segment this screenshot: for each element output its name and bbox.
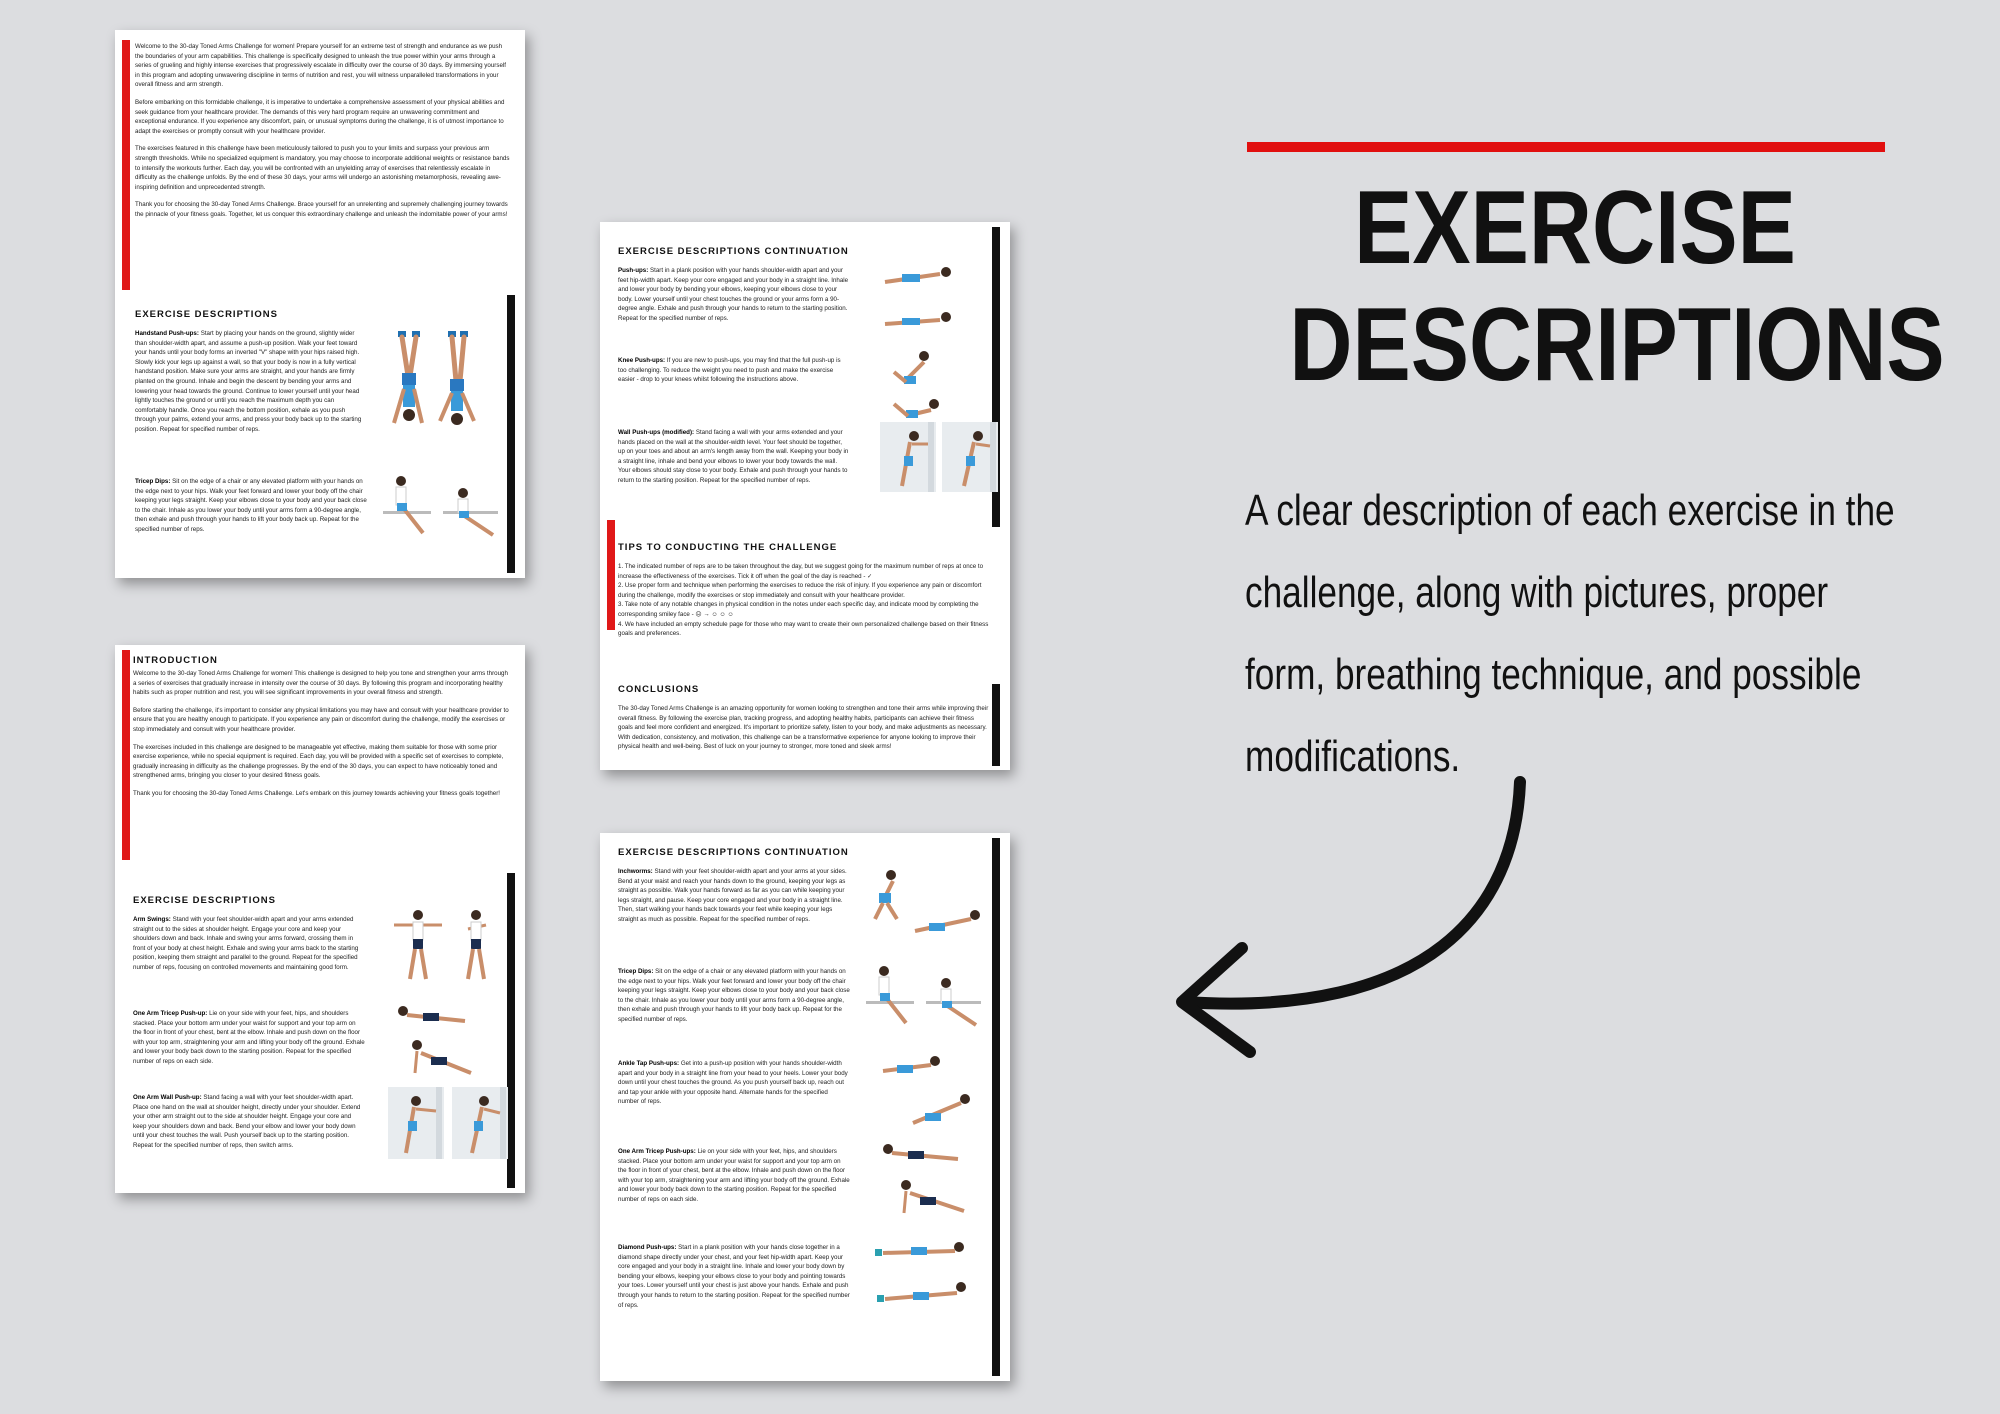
exercise-entry	[133, 1009, 511, 1093]
tip-item: 2. Use proper form and technique when performing the exercises to reduce the risk of injury. If you experience any pain or discomfort during the challenge, modify the exercises or stop immediately and consult with your healthcare provider.	[618, 582, 982, 599]
inchworms-illustration	[863, 863, 983, 943]
exercise-text: Get into a push-up position with your hands shoulder-width apart and your body in a straight line from your head to your heels. Lower your body down until your chest touches the ground. As you push yourself back up, reach out and tap your ankle with your opposite hand. Alternate hands for the specified number of reps.	[618, 1060, 848, 1106]
page-preview-1	[115, 30, 525, 578]
arm-swings-illustration	[388, 907, 508, 987]
intro-text-block	[135, 42, 510, 228]
exercise-entry	[618, 967, 993, 1059]
intro-paragraph: Thank you for choosing the 30-day Toned Arms Challenge. Let's embark on this journey towards achieving your fitness goals together!	[133, 789, 501, 797]
intro-section	[133, 655, 511, 807]
section-heading: EXERCISE DESCRIPTIONS	[133, 895, 276, 906]
exercise-text: Stand facing a wall with your arms extended and your hands placed on the wall at the shoulder-width level. Your feet should be together, up on your toes and about an arm's length away from the wall. Keeping your body in a straight line, inhale and bend your elbows to lower your body towards the wall. Your elbows should stay close to your body. Exhale and push through your hands to return to the starting position. Repeat for the specified number of reps.	[618, 429, 849, 484]
exercise-name: Handstand Push-ups:	[135, 330, 199, 337]
black-accent-bar	[992, 838, 1000, 1376]
tips-heading: TIPS TO CONDUCTING THE CHALLENGE	[618, 542, 838, 553]
exercise-entry	[618, 356, 993, 428]
section-heading: EXERCISE DESCRIPTIONS CONTINUATION	[618, 847, 849, 858]
exercise-name: Arm Swings:	[133, 916, 171, 923]
exercise-name: Knee Push-ups:	[618, 357, 666, 364]
one-arm-wall-pushup-illustration	[388, 1087, 510, 1159]
intro-paragraph: Before embarking on this formidable challenge, it is imperative to undertake a comprehensive assessment of your physical abilities and seek guidance from your healthcare provider. The demands of this very hard program require an unwavering commitment and exceptional endurance. If you experience any discomfort, pain, or unusual symptoms during the challenge, it is of utmost importance to adapt the exercises or promptly consult with your healthcare provider.	[135, 98, 505, 135]
conclusions-section	[618, 684, 990, 760]
page-preview-2	[600, 222, 1010, 770]
intro-paragraph: The exercises included in this challenge are designed to be manageable yet effective, making them suitable for those with some prior exercise experience, while no special equipment is required. Each day, you will be provided with a specific set of exercises to complete, gradually increasing in difficulty as the challenge progresses. By the end of the 30 days, you can expect to have noticeably toned and strengthened arms, bringing you closer to your desired fitness goals.	[133, 743, 504, 780]
tips-section	[618, 542, 996, 639]
exercise-name: Tricep Dips:	[135, 478, 171, 485]
handstand-illustration	[380, 331, 500, 441]
ankle-tap-pushup-illustration	[873, 1053, 973, 1133]
intro-paragraph: Welcome to the 30-day Toned Arms Challenge for women! This challenge is designed to help you tone and strengthen your arms through a series of exercises that gradually increase in intensity over the course of 30 days. By following this program and incorporating healthy habits such as proper nutrition and rest, you will see significant improvements in your overall fitness and strength.	[133, 670, 508, 697]
exercise-entry	[618, 1147, 993, 1243]
diamond-pushup-illustration	[873, 1237, 973, 1317]
exercise-entry	[133, 1093, 511, 1173]
exercise-text: If you are new to push-ups, you may find that the full push-up is too challenging. To reduce the weight you need to push and make the exercise easier - drop to your knees whilst following the instructions above.	[618, 357, 841, 384]
page-preview-4	[600, 833, 1010, 1381]
exercise-text: Sit on the edge of a chair or any elevated platform with your hands on the edge next to your hips. Walk your feet forward and lower your body off the chair keeping your legs straight. Keep your elbows close to your body and your back close to the chair. Inhale as you lower your body until your arms form a 90-degree angle, then exhale and push through your hands to lift your body back up. Repeat for the specified number of reps.	[618, 968, 850, 1023]
tricep-dips-illustration	[383, 473, 503, 543]
exercise-entry	[133, 915, 511, 1009]
description-caption: A clear description of each exercise in the challenge, along with pictures, proper form, breathing technique, and possible modifications.	[1245, 486, 1895, 781]
curved-arrow-icon	[1170, 770, 1550, 1070]
exercise-text: Stand with your feet shoulder-width apart and your arms at your sides. Bend at your waist and reach your hands down to the ground, keeping your legs as straight as possible. Walk your hands forward as far as you can while keeping your legs straight, and pause. Keep your core engaged and your body in a straight line. Then, start walking your hands back towards your feet while keeping your legs straight as much as possible. Repeat for the specified number of reps.	[618, 868, 847, 923]
exercise-entry	[618, 867, 993, 967]
exercise-text: Sit on the edge of a chair or any elevated platform with your hands on the edge next to your hips. Walk your feet forward and lower your body off the chair keeping your legs straight. Keep your elbows close to your body and your back close to the chair. Inhale as you lower your body until your arms form a 90-degree angle, then exhale and push through your hands to lift your body back up. Repeat for the specified number of reps.	[135, 478, 367, 533]
pushup-illustration	[880, 262, 960, 334]
exercise-entry	[618, 428, 993, 508]
intro-paragraph: The exercises featured in this challenge have been meticulously tailored to push you to your limits and surpass your previous arm strength thresholds. While no specialized equipment is mandatory, you may choose to incorporate additional weights or resistance bands to intensify the workouts further. Each day, you will be confronted with an unyielding array of exercises that relentlessly escalate in difficulty as the challenge unfolds. By the end of these 30 days, your arms will undergo an astonishing metamorphosis, revealing awe-inspiring definition and unprecedented strength.	[135, 145, 510, 191]
page-title	[1289, 170, 1945, 404]
exercise-name: Diamond Push-ups:	[618, 1244, 677, 1251]
one-arm-tricep-pushup-illustration	[395, 1003, 475, 1081]
exercise-name: Wall Push-ups (modified):	[618, 429, 695, 436]
exercise-name: Ankle Tap Push-ups:	[618, 1060, 680, 1067]
exercise-entry	[135, 329, 510, 477]
title-line: DESCRIPTIONS	[1289, 287, 1945, 403]
red-accent-bar	[122, 650, 130, 860]
exercise-text: Stand facing a wall with your feet shoulder-width apart. Place one hand on the wall at shoulder height, directly under your shoulder. Extend your other arm straight out to the side at shoulder height. Engage your core and keep your shoulders down and back. Bend your elbow and lower your body down until your chest touches the wall. Push yourself back up to the starting position. Repeat for the specified number of reps, then switch arms.	[133, 1094, 361, 1149]
exercise-name: Tricep Dips:	[618, 968, 654, 975]
intro-heading: INTRODUCTION	[133, 655, 218, 666]
red-accent-bar	[122, 40, 130, 290]
exercise-name: One Arm Tricep Push-up:	[133, 1010, 208, 1017]
wall-pushup-illustration	[880, 422, 1000, 494]
intro-paragraph: Welcome to the 30-day Toned Arms Challenge for women! Prepare yourself for an extreme test of strength and endurance as we push the boundaries of your arm capabilities. This challenge is specifically designed to unleash the true power within your arms through a series of grueling and highly intense exercises that progressively escalate in difficulty over the course of 30 days. By immersing yourself in this program and adopting unwavering discipline in terms of nutrition and rest, you will witness unparalleled transformations in your overall fitness and arm strength.	[135, 43, 506, 89]
tip-item: 1. The indicated number of reps are to be taken throughout the day, but we suggest going for the maximum number of reps at once to increase the effectiveness of the exercises. Tick it off when the goal of the day is reached - ✓	[618, 563, 984, 580]
exercise-entry	[618, 1059, 993, 1147]
exercise-text: Start by placing your hands on the ground, slightly wider than shoulder-width apart, and assume a push-up position. Walk your feet toward your hands until your body forms an inverted "V" shape with your hips raised high. Slowly kick your legs up against a wall, so that your body is now in a fully vertical handstand position. Make sure your arms are straight, and your hands are firmly planted on the ground. Inhale and begin the descent by bending your arms and lowering your head towards the ground. Continue to lower yourself until your head lightly touches the ground or until you reach the maximum depth you can comfortably handle. Once you reach the bottom position, exhale as you push through your palms, extend your arms, and press your body back up to the starting position. Repeat for specified number of reps.	[135, 330, 362, 433]
title-accent-line	[1247, 142, 1885, 152]
exercise-text: Lie on your side with your feet, hips, and shoulders stacked. Place your bottom arm under your waist for support and your top arm on the floor in front of your chest, bent at the elbow. Inhale and push down on the floor with your top arm, straightening your arm and lifting your body off the ground. Exhale and lower your body back down to the starting position. Repeat for the specified number of reps on each side.	[618, 1148, 850, 1203]
conclusions-heading: CONCLUSIONS	[618, 684, 700, 695]
section-heading: EXERCISE DESCRIPTIONS	[135, 309, 278, 320]
title-line: EXERCISE	[1354, 170, 1796, 286]
exercise-name: One Arm Wall Push-up:	[133, 1094, 202, 1101]
exercise-text: Stand with your feet shoulder-width apart and your arms extended straight out to the sides at shoulder height. Engage your core and keep your shoulders down and back. Inhale and swing your arms forward, crossing them in front of your body at chest height. Exhale and swing your arms back to the starting position, keeping them straight and parallel to the ground. Repeat for the specified number of reps, focusing on controlled movements and maintaining good form.	[133, 916, 359, 971]
knee-pushup-illustration	[886, 350, 956, 428]
exercise-entry	[618, 1243, 993, 1333]
intro-paragraph: Thank you for choosing the 30-day Toned Arms Challenge. Brace yourself for an unrelenting and supremely challenging journey towards the pinnacle of your fitness goals. Together, let us conquer this extraordinary challenge and unleash the indomitable power of your arms!	[135, 201, 508, 218]
tricep-dips-illustration	[866, 963, 986, 1035]
page-preview-3	[115, 645, 525, 1193]
one-arm-tricep-pushup-illustration	[880, 1141, 970, 1221]
exercise-name: Inchworms:	[618, 868, 653, 875]
intro-paragraph: Before starting the challenge, it's important to consider any physical limitations you may have and consult with your healthcare provider to ensure that you are healthy enough to participate. If you experience any pain or discomfort during the challenge, modify the exercises or stop immediately and consult with your healthcare provider.	[133, 706, 509, 733]
tip-item: 4. We have included an empty schedule page for those who may want to create their own personalized challenge based on their fitness goals and preferences.	[618, 620, 989, 638]
exercise-name: One Arm Tricep Push-ups:	[618, 1148, 696, 1155]
exercise-entry	[135, 477, 510, 567]
conclusions-text: The 30-day Toned Arms Challenge is an amazing opportunity for women looking to strengthen and tone their arms while improving their overall fitness. By following the exercise plan, tracking progress, and adopting healthy habits, participants can achieve their fitness goals and feel more confident and energized. It's important to prioritize safety, listen to your body, and make adjustments as necessary. With dedication, consistency, and motivation, this challenge can be a transformative experience for anyone looking to improve their physical health and well-being. Best of luck on your journey to stronger, more toned and sleek arms!	[618, 705, 989, 751]
red-accent-bar	[607, 520, 615, 630]
exercise-name: Push-ups:	[618, 267, 649, 274]
black-accent-bar	[992, 684, 1000, 766]
section-heading: EXERCISE DESCRIPTIONS CONTINUATION	[618, 246, 849, 257]
exercise-text: Start in a plank position with your hands close together in a diamond shape directly under your chest, and your feet hip-width apart. Keep your core engaged and your body in a straight line. Inhale and lower your body down by bending your elbows, keeping your elbows close to your body and pointing towards your toes. Lower yourself until your chest is just above your hands. Exhale and push through your hands to return to the starting position. Repeat for the specified number of reps.	[618, 1244, 850, 1309]
tip-item: 3. Take note of any notable changes in physical condition in the notes under each specific day, and indicate mood by completing the corresponding smiley face - ☹ → ☺ ☺ ☺	[618, 601, 979, 618]
exercise-text: Start in a plank position with your hands shoulder-width apart and your feet hip-width apart. Keep your core engaged and your body in a straight line. Inhale and lower your body by bending your elbows, keeping your elbows close to your body. Lower yourself until your chest touches the ground or your arms form a 90-degree angle. Exhale and push through your hands to return to the starting position. Repeat for the specified number of reps.	[618, 267, 849, 322]
exercise-text: Lie on your side with your feet, hips, and shoulders stacked. Place your bottom arm under your waist for support and your top arm on the floor in front of your chest, bent at the elbow. Inhale and push down on the floor with your top arm, straightening your arm and lifting your body off the ground. Exhale and lower your body back down to the starting position. Repeat for the specified number of reps on each side.	[133, 1010, 365, 1065]
exercise-entry	[618, 266, 993, 356]
